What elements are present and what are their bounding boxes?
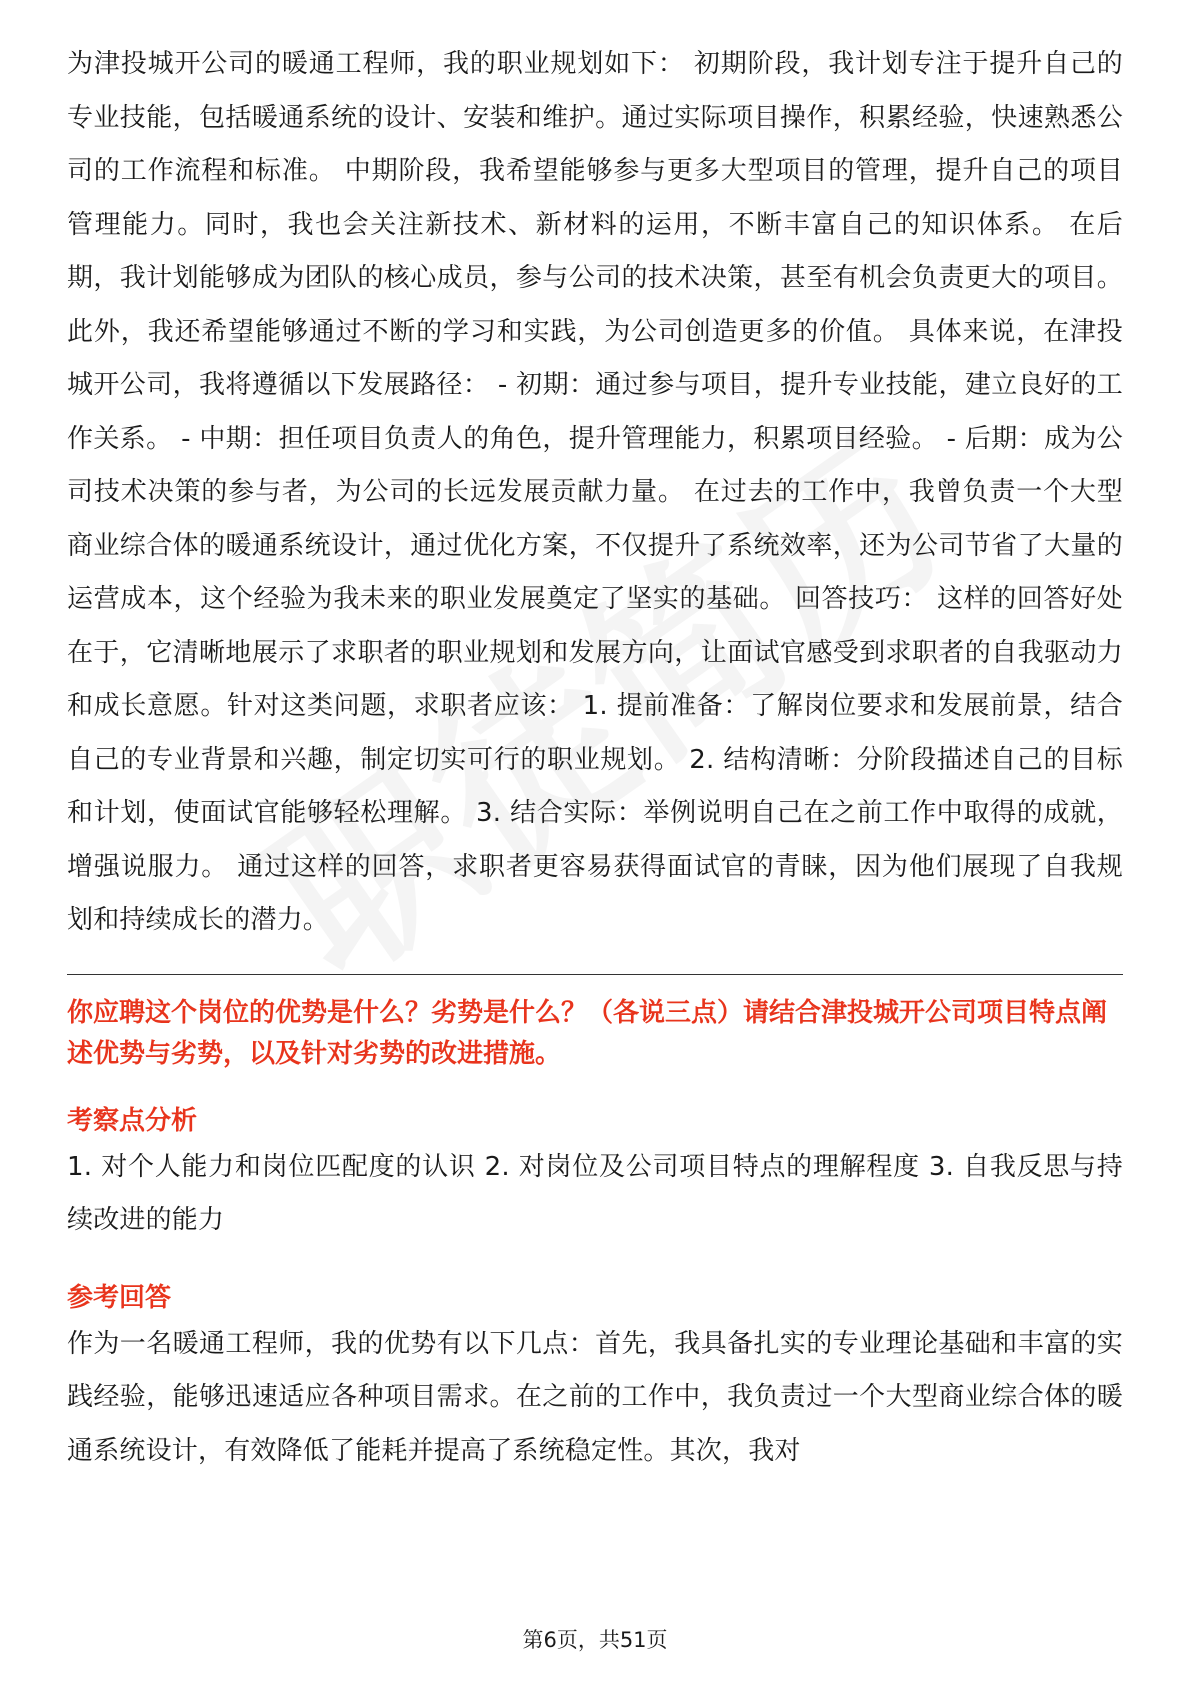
analysis-heading: 考察点分析 — [67, 1105, 198, 1136]
interview-question: 你应聘这个岗位的优势是什么？劣势是什么？（各说三点）请结合津投城开公司项目特点阐述优势与劣势，以及针对劣势的改进措施。 — [67, 997, 1108, 1069]
analysis-text: 1. 对个人能力和岗位匹配度的认识 2. 对岗位及公司项目特点的理解程度 3. 自我反思与持续改进的能力 — [67, 1151, 1123, 1235]
page-number: 第6页，共51页 — [522, 1628, 668, 1652]
section-divider — [67, 974, 1123, 975]
answer-heading: 参考回答 — [67, 1282, 172, 1313]
body-paragraph: 为津投城开公司的暖通工程师，我的职业规划如下： 初期阶段，我计划专注于提升自己的专业技能，包括暖通系统的设计、安装和维护。通过实际项目操作，积累经验，快速熟悉公司的工作流程和标准。 中期阶段，我希望能够参与更多大型项目的管理，提升自己的项目管理能力。同时，我也会关注新技术、新材料的运用，不断丰富自己的知识体系。 在后期，我计划能够成为团队的核心成员，参与公司的技术决策，甚至有机会负责更大的项目。此外，我还希望能够通过不断的学习和实践，为公司创造更多的价值。 具体来说，在津投城开公司，我将遵循以下发展路径： - 初期：通过参与项目，提升专业技能，建立良好的工作关系。 - 中期：担任项目负责人的角色，提升管理能力，积累项目经验。 - 后期：成为公司技术决策的参与者，为公司的长远发展贡献力量。 在过去的工作中，我曾负责一个大型商业综合体的暖通系统设计，通过优化方案，不仅提升了系统效率，还为公司节省了大量的运营成本，这个经验为我未来的职业发展奠定了坚实的基础。 回答技巧： 这样的回答好处在于，它清晰地展示了求职者的职业规划和发展方向，让面试官感受到求职者的自我驱动力和成长意愿。针对这类问题，求职者应该： 1. 提前准备：了解岗位要求和发展前景，结合自己的专业背景和兴趣，制定切实可行的职业规划。 2. 结构清晰：分阶段描述自己的目标和计划，使面试官能够轻松理解。 3. 结合实际：举例说明自己在之前工作中取得的成就，增强说服力。 通过这样的回答，求职者更容易获得面试官的青睐，因为他们展现了自我规划和持续成长的潜力。 — [67, 49, 1123, 935]
answer-text: 作为一名暖通工程师，我的优势有以下几点：首先，我具备扎实的专业理论基础和丰富的实践经验，能够迅速适应各种项目需求。在之前的工作中，我负责过一个大型商业综合体的暖通系统设计，有效降低了能耗并提高了系统稳定性。其次，我对 — [67, 1328, 1123, 1466]
document-page — [67, 38, 1123, 1478]
